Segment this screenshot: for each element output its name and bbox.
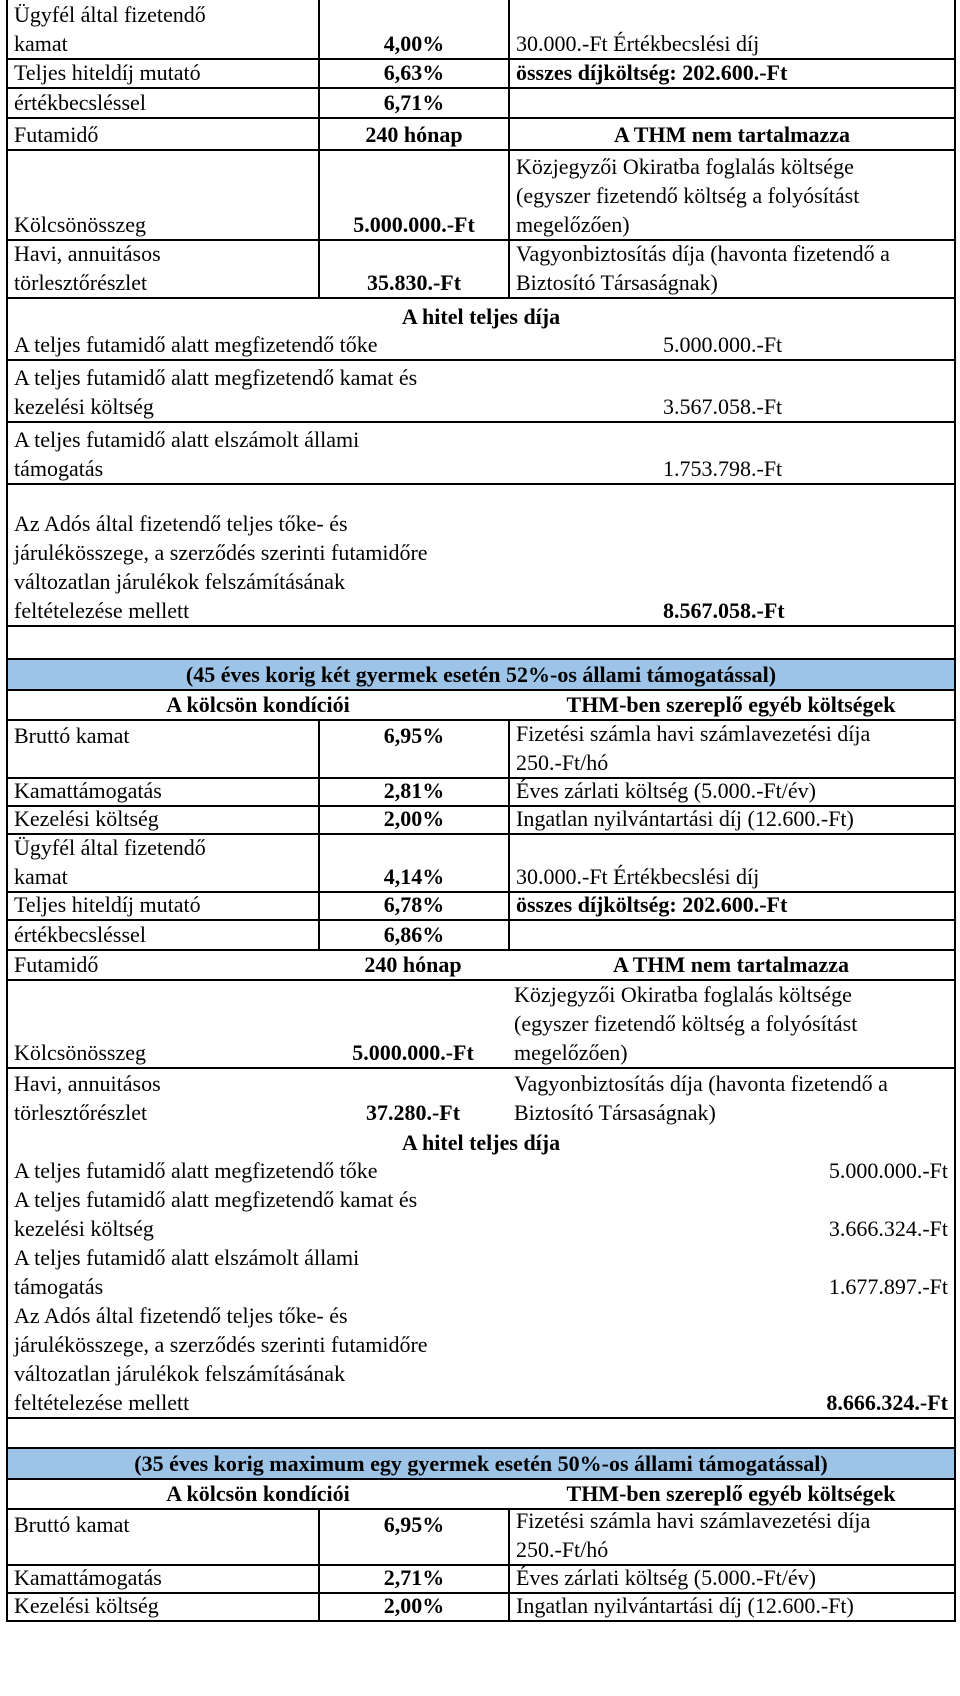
condition-label: Kölcsönösszeg (14, 212, 146, 237)
condition-value: 5.000.000.-Ft (352, 1040, 474, 1065)
condition-label: Kamattámogatás (14, 1565, 162, 1590)
condition-value: 6,86% (318, 921, 508, 949)
total-label: Az Adós által fizetendő teljes tőke- és járulékösszege, a szerződés szerinti futamidőre változatlan járulékok felszámításának feltételezése mellett (14, 1303, 428, 1415)
loan-conditions-document (6, 0, 956, 1622)
cost-note: Éves zárlati költség (5.000.-Ft/év) (508, 1566, 954, 1592)
cost-note: összes díjköltség: 202.600.-Ft (508, 893, 954, 919)
cost-note: Vagyonbiztosítás díja (havonta fizetendő a Biztosító Társaságnak) (514, 1071, 888, 1125)
section-banner (6, 660, 956, 691)
total-value: 1.753.798.-Ft (663, 456, 783, 481)
section-1-total-cost (6, 299, 956, 660)
total-row (6, 1243, 956, 1301)
condition-label: Kölcsönösszeg (14, 1040, 146, 1065)
condition-label: Bruttó kamat (14, 723, 130, 748)
condition-row (6, 807, 956, 835)
cost-note: A THM nem tartalmazza (612, 952, 850, 977)
total-label: A teljes futamidő alatt elszámolt állami támogatás (14, 1245, 360, 1299)
condition-value: 4,00% (318, 0, 508, 58)
total-value: 8.666.324.-Ft (826, 1390, 948, 1415)
condition-row (6, 921, 956, 951)
spacer-row (6, 627, 956, 660)
cost-note: Fizetési számla havi számlavezetési díja 250.-Ft/hó (508, 721, 954, 777)
condition-value: 2,71% (318, 1566, 508, 1592)
cost-note: Ingatlan nyilvántartási díj (12.600.-Ft) (508, 807, 954, 833)
condition-label: Havi, annuitásos törlesztőrészlet (14, 1071, 161, 1125)
total-value: 5.000.000.-Ft (663, 332, 783, 357)
total-label: Az Adós által fizetendő teljes tőke- és járulékösszege, a szerződés szerinti futamidőre változatlan járulékok felszámításának feltételezése mellett (14, 511, 428, 623)
condition-row (6, 241, 956, 299)
total-label: A teljes futamidő alatt megfizetendő kamat és kezelési költség (14, 365, 418, 419)
condition-row (6, 0, 956, 60)
condition-value: 5.000.000.-Ft (318, 151, 508, 239)
condition-value: 2,81% (318, 779, 508, 805)
condition-row (6, 60, 956, 89)
condition-value: 37.280.-Ft (365, 1100, 461, 1125)
cost-note: Ingatlan nyilvántartási díj (12.600.-Ft) (508, 1594, 954, 1620)
spacer-row (6, 1419, 956, 1449)
condition-value: 6,95% (318, 1510, 508, 1564)
condition-row (6, 1508, 956, 1566)
cost-note: A THM nem tartalmazza (508, 119, 954, 149)
section-1-conditions (6, 0, 956, 299)
condition-label: Kezelési költség (14, 806, 159, 831)
cost-note: Közjegyzői Okiratba foglalás költsége (egyszer fizetendő költség a folyósítást megelőzően) (514, 982, 858, 1065)
section-banner-title: (45 éves korig két gyermek esetén 52%-os állami támogatással) (185, 662, 777, 687)
total-row (6, 331, 956, 361)
conditions-header: A kölcsön kondíciói (166, 692, 350, 717)
condition-value: 6,95% (318, 721, 508, 777)
column-header-row (6, 1480, 956, 1508)
condition-row (6, 119, 956, 151)
cost-note: Közjegyzői Okiratba foglalás költsége (egyszer fizetendő költség a folyósítást megelőzően) (508, 151, 954, 239)
condition-value: 2,00% (318, 1594, 508, 1620)
condition-row (6, 981, 956, 1069)
total-value: 3.666.324.-Ft (828, 1216, 948, 1241)
condition-label: Ügyfél által fizetendő kamat (14, 2, 206, 56)
condition-label: Kamattámogatás (14, 778, 162, 803)
total-row (6, 485, 956, 627)
total-label: A teljes futamidő alatt megfizetendő tőke (14, 332, 378, 357)
condition-row (6, 721, 956, 779)
condition-label: értékbecsléssel (14, 90, 146, 115)
condition-value: 6,78% (318, 893, 508, 919)
section-3 (6, 1449, 956, 1622)
total-cost-title-row (6, 299, 956, 331)
cost-note: 30.000.-Ft Értékbecslési díj (508, 835, 954, 891)
total-cost-title-row (6, 1127, 956, 1157)
condition-row (6, 951, 956, 981)
condition-value: 240 hónap (318, 119, 508, 149)
cost-note: Vagyonbiztosítás díja (havonta fizetendő a Biztosító Társaságnak) (508, 241, 954, 297)
condition-value: 6,63% (318, 60, 508, 87)
column-header-row (6, 691, 956, 721)
condition-label: Teljes hiteldíj mutató (14, 892, 201, 917)
condition-value: 2,00% (318, 807, 508, 833)
condition-label: Ügyfél által fizetendő kamat (14, 835, 206, 889)
costs-header: THM-ben szereplő egyéb költségek (566, 692, 896, 717)
total-row (6, 1157, 956, 1185)
condition-value: 35.830.-Ft (318, 241, 508, 297)
condition-row (6, 1069, 956, 1127)
condition-row (6, 893, 956, 921)
total-row (6, 1301, 956, 1419)
condition-value: 4,14% (318, 835, 508, 891)
total-row (6, 1185, 956, 1243)
total-value: 5.000.000.-Ft (828, 1158, 948, 1183)
total-value: 3.567.058.-Ft (663, 394, 783, 419)
condition-label: Havi, annuitásos törlesztőrészlet (14, 241, 161, 295)
condition-label: Futamidő (14, 122, 99, 147)
total-cost-title: A hitel teljes díja (401, 304, 561, 329)
total-value: 1.677.897.-Ft (828, 1274, 948, 1299)
condition-value: 6,71% (318, 89, 508, 117)
condition-row (6, 151, 956, 241)
cost-note: 30.000.-Ft Értékbecslési díj (508, 0, 954, 58)
cost-note (508, 921, 954, 949)
total-row (6, 361, 956, 423)
total-label: A teljes futamidő alatt megfizetendő tőke (14, 1158, 378, 1183)
condition-row (6, 1594, 956, 1622)
condition-label: Kezelési költség (14, 1593, 159, 1618)
section-banner-title: (35 éves korig maximum egy gyermek esetén 50%-os állami támogatással) (134, 1451, 828, 1476)
condition-label: Bruttó kamat (14, 1512, 130, 1537)
total-row (6, 423, 956, 485)
condition-value: 240 hónap (364, 952, 462, 977)
total-label: A teljes futamidő alatt megfizetendő kamat és kezelési költség (14, 1187, 418, 1241)
condition-label: Teljes hiteldíj mutató (14, 60, 201, 85)
condition-label: Futamidő (14, 952, 99, 977)
total-value: 8.567.058.-Ft (663, 598, 785, 623)
total-label: A teljes futamidő alatt elszámolt állami támogatás (14, 427, 360, 481)
condition-label: értékbecsléssel (14, 922, 146, 947)
conditions-header: A kölcsön kondíciói (166, 1481, 350, 1506)
total-cost-title: A hitel teljes díja (401, 1130, 561, 1155)
costs-header: THM-ben szereplő egyéb költségek (566, 1481, 896, 1506)
condition-row (6, 89, 956, 119)
section-2-total-cost (6, 1127, 956, 1449)
condition-row (6, 1566, 956, 1594)
condition-row (6, 779, 956, 807)
cost-note: Éves zárlati költség (5.000.-Ft/év) (508, 779, 954, 805)
cost-note: Fizetési számla havi számlavezetési díja 250.-Ft/hó (508, 1510, 954, 1564)
cost-note (508, 89, 954, 117)
cost-note: összes díjköltség: 202.600.-Ft (508, 60, 954, 87)
section-2 (6, 660, 956, 1127)
section-banner (6, 1449, 956, 1480)
condition-row (6, 835, 956, 893)
